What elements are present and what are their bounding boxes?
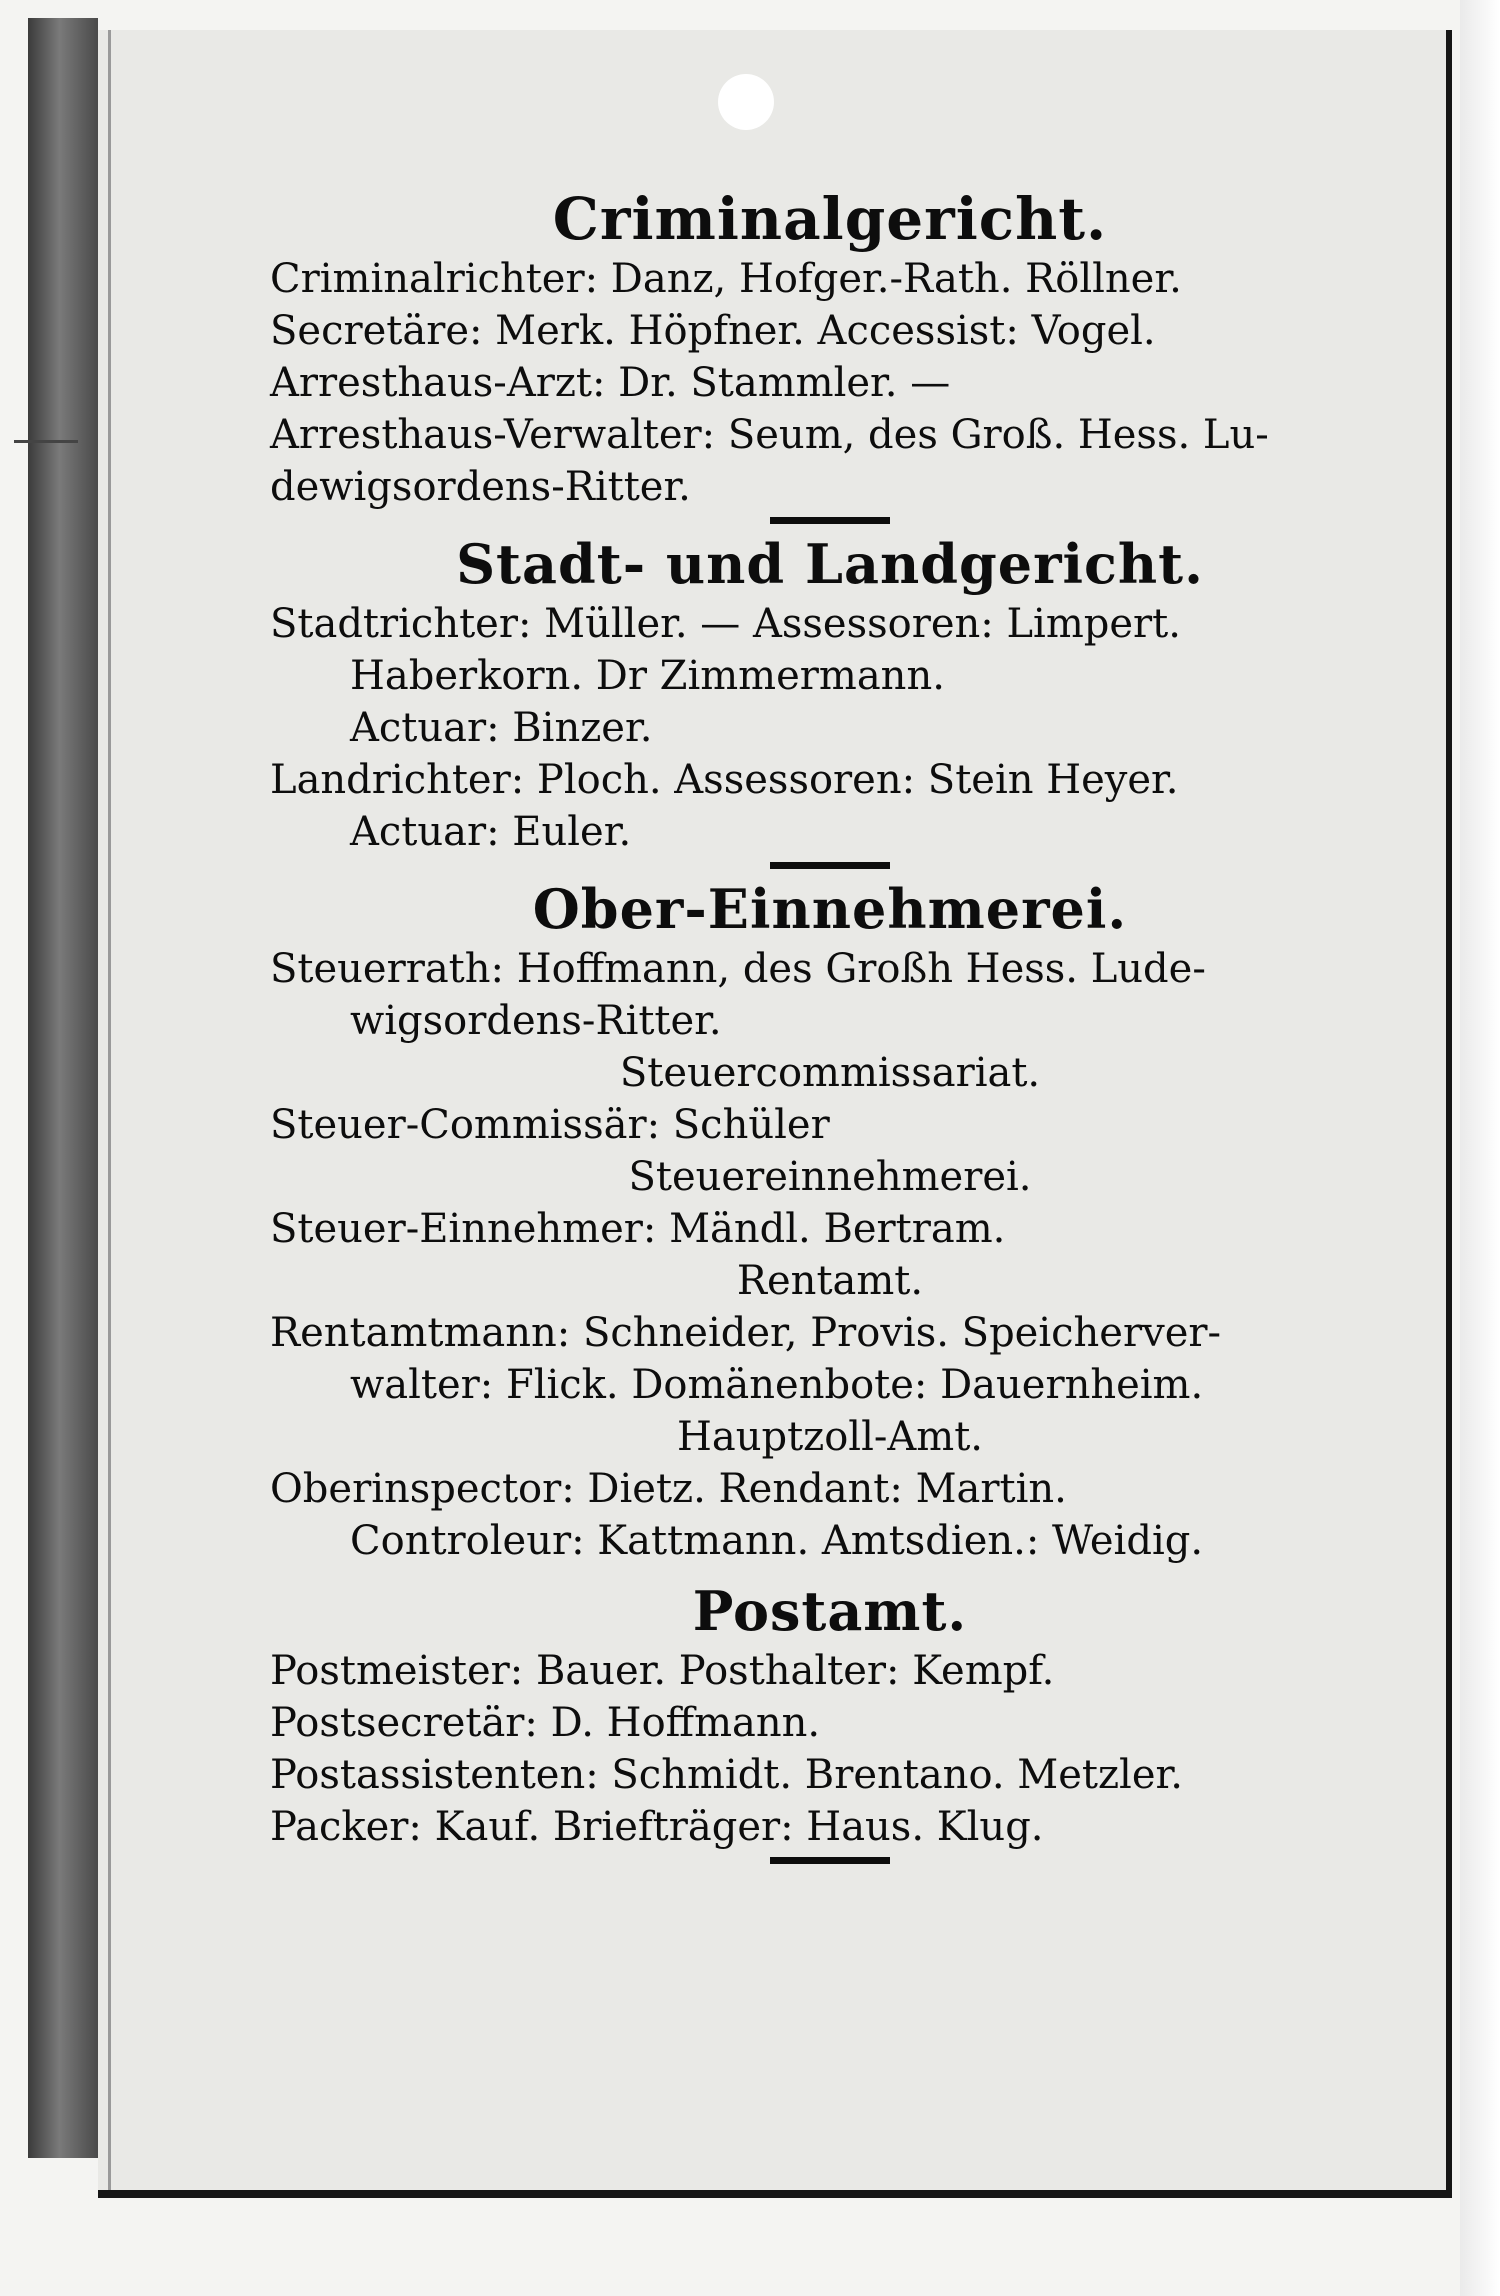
text-line: Controleur: Kattmann. Amtsdien.: Weidig. — [350, 1518, 1204, 1564]
text-line: Postassistenten: Schmidt. Brentano. Metzler. — [270, 1752, 1183, 1798]
text-line: Actuar: Binzer. — [350, 705, 653, 751]
section-divider — [770, 517, 890, 524]
page-marker — [14, 440, 78, 443]
section-stadt-landgericht — [270, 530, 1390, 869]
page-edge — [1460, 0, 1500, 2296]
page-text — [270, 185, 1390, 1870]
text-line: walter: Flick. Domänenbote: Dauernheim. — [350, 1362, 1204, 1408]
text-line: Stadtrichter: Müller. — Assessoren: Limpert. — [270, 601, 1181, 647]
section-ober-einnehmerei — [270, 875, 1390, 1567]
section-title: Stadt- und Landgericht. — [456, 532, 1204, 596]
section-divider — [770, 862, 890, 869]
text-line: wigsordens-Ritter. — [350, 998, 722, 1044]
text-line: Arresthaus-Arzt: Dr. Stammler. — — [270, 360, 951, 406]
section-title: Postamt. — [692, 1579, 968, 1643]
subsection-title: Rentamt. — [736, 1258, 924, 1304]
text-line: Arresthaus-Verwalter: Seum, des Groß. Hess. Lu- — [270, 412, 1269, 458]
text-line: Oberinspector: Dietz. Rendant: Martin. — [270, 1466, 1067, 1512]
text-line: Rentamtmann: Schneider, Provis. Speicherver- — [270, 1310, 1221, 1356]
text-line: Steuer-Einnehmer: Mändl. Bertram. — [270, 1206, 1006, 1252]
book-spine — [28, 18, 98, 2158]
section-title: Ober-Einnehmerei. — [532, 877, 1128, 941]
text-line: Haberkorn. Dr Zimmermann. — [350, 653, 945, 699]
text-line: Packer: Kauf. Briefträger: Haus. Klug. — [270, 1804, 1044, 1850]
text-line: Secretäre: Merk. Höpfner. Accessist: Vogel. — [270, 308, 1156, 354]
text-line: Landrichter: Ploch. Assessoren: Stein Heyer. — [270, 757, 1179, 803]
text-line: Postmeister: Bauer. Posthalter: Kempf. — [270, 1648, 1055, 1694]
text-line: Steuerrath: Hoffmann, des Großh Hess. Lude- — [270, 946, 1206, 992]
section-divider — [770, 1857, 890, 1864]
subsection-title: Steuereinnehmerei. — [628, 1154, 1032, 1200]
punch-hole — [718, 74, 774, 130]
text-line: Postsecretär: D. Hoffmann. — [270, 1700, 821, 1746]
section-criminalgericht — [270, 185, 1390, 524]
text-line: dewigsordens-Ritter. — [270, 464, 691, 510]
section-postamt — [270, 1577, 1390, 1864]
subsection-title: Steuercommissariat. — [619, 1050, 1041, 1096]
text-line: Actuar: Euler. — [350, 809, 632, 855]
section-title: Criminalgericht. — [552, 185, 1108, 253]
text-line: Criminalrichter: Danz, Hofger.-Rath. Röllner. — [270, 256, 1182, 302]
text-line: Steuer-Commissär: Schüler — [270, 1102, 830, 1148]
inner-page-rule — [108, 30, 111, 2190]
subsection-title: Hauptzoll-Amt. — [676, 1414, 984, 1460]
